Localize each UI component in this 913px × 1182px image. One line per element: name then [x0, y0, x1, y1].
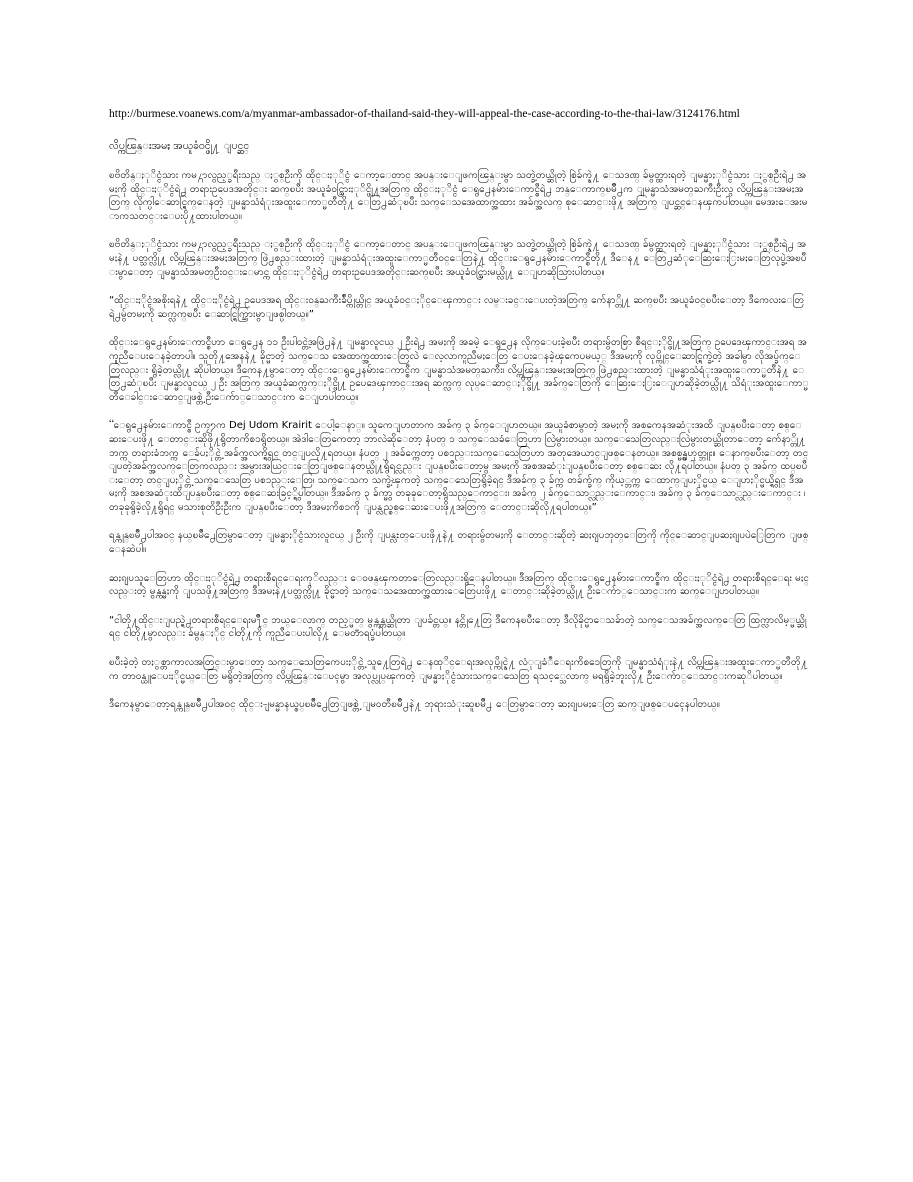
paragraph-3: ထိုင္းေရွ႕ေနမ်ားေကာင္စီဟာ ေရွ႕ေန ၁၁ ဦးပါ၀င္တဲ့အဖြဲ႕နဲ႔ ျမန္မာလူငယ္ ၂ ဦးရဲ႕ အမႈကို အခမဲ့ ေရွ႕ေန လိုက္ေပးခဲ့ၿပီး တရားမွ်တစြာ စီရင္ႏိုင္ဖို႔အတြက္ ဥပေဒေၾကာင္းအရ အကူညီေပးေနခဲ့တာပါ။ သူတို႔အေနနဲ႔ ခိုင္မာတဲ့ သက္ေသ အေထာက္အထားေတြလဲ ေလ့လာကူညီမႈေတြ ေပးေနခဲ့ၾကေပမယ့္ ဒီအမႈကို လုပ္ကိုင္ေဆာင္ရြက္ခဲ့တဲ့ အခါမွာ လိုအပ္ခ်က္ေတြလည္း ရွိခဲ့တယ္လို႔ ဆိုပါတယ္။ ဒီကေန႔မွာေတာ့ ထိုင္းေရွ႕ေနမ်ားေကာင္စီက ျမန္မာသံအမတ္ႀကီး၊ လိပ္ကၽြန္းအမႈအတြက္ ဖြဲ႕စည္းထားတဲ့ ျမန္မာသံရံုးအထူးေကာ္မတီနဲ႔ ေတြ႕ဆံုၿပီး ျမန္မာလူငယ္ ၂ ဦး အတြက္ အယူခံဆက္လက္ႏိုင္ဖို႔ ဥပေဒေၾကာင္းအရ ဆက္လက္ လုပ္ေဆာင္ႏိုင္ဖို႔ အခ်က္ေတြကို ေဆြးေႏြးေျပာဆိုခဲ့တယ္လို႔ သိရံုးအထူးေကာ္မတီေခါင္းေဆာင္ျဖစ္တဲ့ ဦးေက်ာ္ေသာင္းက ေျပာပါတယ္။	[109, 337, 809, 403]
document-page	[109, 107, 809, 727]
paragraph-1: ၿဗိတိန္ႏုိင္ငံသား ကမ႓ာလွည့္ခရီးသည္ ႏွစ္ဦးကို ထိုင္းႏုိင္ငံ ေကာ့ေတာင္ အပန္းေျဖကၽြန္းမွာ သတ္ခဲ့တယ္ဆိုတဲ့ စြဲခ်က္နဲ႔ ေသဒဏ္ ခ်မွတ္ထားရတဲ့ ျမန္မာႏုိင္ငံသား ႏွစ္ဦးရဲ႕ အမႈကို ထိုင္းႏုိင္ငံရဲ႕ တရားဥပေဒအတိုင္း ဆက္ၿပီး အယူခံ၀င္သြားႏုိင္ဖို႔အတြက္ ထိုင္းႏုိင္ငံ ေရွ႕ေနမ်ားေကာင္စီရဲ႕ ဘန္ေကာက္ၿမိဳ႕က ျမန္မာသံအမတ္ႀကီးဦးလွ လိပ္ကၽြန္းအမႈအတြက္ လိုက္ပါေဆာင္ရြက္ေနတဲ့ ျမန္မာသံရံုးအထူးေကာ္မတီတို႔ ေတြ႕ဆံုၿပီး သက္ေသအေထာက္အထား အခ်က္အလက္ စုေဆာင္းဖို႔ အတြက္ ျပင္ဆင္ေနၾကပါတယ္။ မေအးေအးမာကသတင္းေပးပို႔ထားပါတယ္။	[109, 170, 808, 222]
article-title: လိပ္ကၽြန္းအမႈ အယူခံ၀င္ဖို႔ ျပင္ဆင္	[109, 140, 250, 152]
quote-paragraph-3: “ငါတို႔ထိုင္းျပည္ရဲ႕တရားစီရင္ေရးမ႑ိဳင္ ဘယ္ေလာက္ တည့္မတ္ မွန္ကန္တယ္ဆိုတာ ျပခ်င္တယ္။ နင္တို႔ေတြ ဒီကေနၿပီးေတာ့ ဒီလိုခိုင္မာေသခ်ာတဲ့ သက္ေသအခ်က္အလက္ေတြ ထြက္လာလိမ့္မယ္ဆိုရင္ ငါတို႔မွာလည္း ခ်မွန္ႏိုင္ ငါတို႔ကို ကူညီေပးပါလို႔ ေမတၱာရပ္ခံပါတယ္။	[109, 614, 807, 640]
paragraph-4: ရန္ကုန္ၿမိဳ႕ပါအ၀င္ နယ္ၿမိဳ႕ေတြမွာေတာ့ ျမန္မာႏိုင္ငံသားလူငယ္ ၂ ဦးကို ျပန္လႊတ္ေပးဖို႔နဲ႔ တရားမွ်တမႈကို ေတာင္းဆိုတဲ့ ဆႏၵျပဘုတ္ေတြကို ကိုင္ေဆာင္ျပဆႏၵျပပဲြေတြက ျဖစ္ေနဆဲပါ။	[109, 530, 809, 556]
paragraph-2: ၿဗိတိန္ႏုိင္ငံသား ကမ႓ာလွည့္ခရီးသည္ ႏွစ္ဦးကို ထိုင္းႏုိင္ငံ ေကာ့ေတာင္ အပန္းေျဖကၽြန္းမွာ သတ္ခဲ့တယ္ဆိုတဲ့ စြဲခ်က္နဲ႔ ေသဒဏ္ ခ်မွတ္ထားရတဲ့ ျမန္မာႏုိင္ငံသား ႏွစ္ဦးရဲ႕ အမႈနဲ႔ ပတ္သက္လို႔ လိပ္ကၽြန္းအမႈအတြက္ ဖြဲ႕စည္းထားတဲ့ ျမန္မာသံရံုးအထူးေကာ္မတီ၀င္ေတြနဲ႔ ထိုင္းေရွ႕ေနမ်ားေကာင္စီတို႔ ဒီေန႔ ေတြ႕ဆံုေဆြးေႏြးမႈေတြလုပ္ခဲ့အၿပီးမွာေတာ့ ျမန္မာသံအမတ္ဦး၀င္းေမာင္က ထိုင္းႏုိင္ငံရဲ႕ တရားဥပေဒအတိုင္းဆက္ၿပီး အယူခံ၀င္သြားမယ္လို႔ ေျပာဆိုသြားပါတယ္။	[109, 239, 807, 278]
paragraph-5: ဆႏၵျပသူေတြဟာ ထိုင္းႏုိင္ငံရဲ႕ တရားစီရင္ေရးကုိလည္း ေ၀ဖန္ၾကတာေတြလည္းရွိေနပါတယ္။ ဒီအတြက္ ထိုင္းေရွ႕ေနမ်ားေကာင္စီက ထိုင္းႏုိင္ငံရဲ႕ တရားစီရင္ေရး မႈင္လည္းတဲ့ မွန္ကန္မႈကို ျပသဖို႔အတြက္ ဒီအမႈနဲ႔ပတ္သက္လို႔ ခိုင္မာတဲ့ သက္ေသအေထာက္အထားေတြေပးဖို႔ ေတာင္းဆိုခဲ့တယ္လို႔ ဦးေက်ာ္ေသာင္းက ဆက္ေျပာပါတယ္။	[109, 572, 809, 598]
paragraph-7: ဒီကေနမွာေတာ့ရန္ကုန္ၿမိဳ႕ပါအ၀င္ ထိုင္း-ျမန္မာနယ္စပ္ၿမိဳ႕ေတြျဖစ္တဲ့ ျမ၀တီၿမိဳ႕နဲ႔ ဘုရားသံုးဆူၿမိဳ႕ ေတြမွာေတာ့ ဆႏၵျပမႈေတြ ဆက္ျဖစ္ေပၚေနပါတယ္။	[109, 699, 720, 711]
quote-paragraph-1: “ထိုင္းႏိုင္ငံအစိုးရနဲ႔ ထိုင္းႏိုင္ငံရဲ႕ ဥပေဒအရ ထိုင္း၀န္ႀကီးခ်ဳပ္ကိုယ္တိုင္ အယူခံ၀င္ႏိုင္ေၾကာင္း လမ္းခင္းေပးတဲ့အတြက္ က်ေနာ္တို႔ ဆက္ၿပီး အယူခံ၀င္ၿပီးေတာ့ ဒီကေလးေတြရဲ႕မွ်တမႈကို ဆက္လက္ၿပီး ေဆာင္ရြက္သြားမွာျဖစ္ပါတယ္။”	[109, 295, 805, 320]
quote-paragraph-2: “ေရွ႕ေနမ်ားေကာင္စီ ဥကၠ႒က Dej Udom Krairit ေပါ့ေနာ္။ သူကေျပာတာက အခ်က္ ၃ ခ်က္ေျပာတယ္။ အယူခံစာမွာတဲ့ အမႈကို အစကေနအဆံုးအထိ ျပန္ၿပီးေတာ့ စစ္ေဆးေပးဖို႔ ေတာင္းဆိုဖို႔ရွိတာကိစၥရွိတယ္။ အဲဒါေတြကေတာ့ ဘာလဲဆိုေတာ့ နံပတ္ ၁ သက္ေသခံေတြဟာ လြဲမွားတယ္။ သက္ေသေတြလည္းလြဲမွားတယ္ဆိုတာေတာ့ က်ေနာ္တို႔ဘက္က တရားခံဘက္က ေခ်ပႏိုင္တဲ့ အခ်က္အလက္ရွိရင္ တင္ျပလို႔ရတယ္။ နံပတ္ ၂ အခ်က္ကေတာ့ ပစၥည္းသက္ေသေတြဟာ အတုအေယာင္ျဖစ္ေနတယ္။ အစစ္မွန္မဟုတ္ဘူး။ ေနာက္ၿပီးေတာ့ တင္ျပတဲ့အခ်က္အလက္ေတြကလည္း အမွားအယြင္းေတြျဖစ္ေနတယ္လို႔ရွိရင္လည္း ျပန္ၿပီးေတာ့မွ အမႈကို အစအဆံုးျပန္ၿပီးေတာ့ စစ္ေဆး လို႔ရပါတယ္။ နံပတ္ ၃ အခ်က္ ထပ္ၿပီးေတာ့ တင္ျပႏိုင္တဲ့ သက္ေသေတြ ပစၥည္းေတြ၊ သက္ေသက သက္ခဲ့ၾကတဲ့ သက္ေသေတြရွိခဲ့ရင္ ဒီအခ်က္ ၃ ခ်က္က တခ်က္ခ်က္ ကိုယ့္ဘက္က ေထာက္ျပႏိုင္မယ္ ေျပာႏိုင္မယ္ရွိရင္ ဒီအမႈကို အစအဆံုးထိျပန္ၿပီးေတာ့ စစ္ေဆးခြင့္ရွိပါတယ္။ ဒီအခ်က္ ၃ ခ်က္မွာ တခုခုေတာ့ရွိသည္ေကာင္း၊ အခ်က္ ၂ ခ်က္ေသာ္လည္းေကာင္း၊ အခ်က္ ၃ ခ်က္ေသာ္လည္းေကာင္း ၊ တခုခုရွိခဲ့လို႔ရွိရင္ မသားစုတိဦးဦးက ျပန္ၿပီးေတာ့ ဒီအမႈကိစၥကို ျပန္လည္စစ္ေဆးေပးဖို႔အတြက္ ေတာင္းဆိုလို႔ရပါတယ္။”	[109, 420, 809, 513]
paragraph-6: ၿပီးခဲ့တဲ့ တႏွစ္တာကာလအတြင္းမွာေတာ့ သက္ေသေတြကေပးႏိုင္တဲ့ သူ႔ေတြရဲ႕ ေနထုိင္ေရးအလုပ္ကိုင္နဲ႔ လံုျခံဳေရးကိစၥေတြကို ျမန္မာသံရံုးနဲ႔ လိပ္ကၽြန္းအထူးေကာ္မတီတို႔က တာ၀န္ယူေပးႏိုင္မယ္ေတြ မရွိတဲ့အတြက္ လိပ္ကၽြန္းေပၚမွာ အလုပ္လုပ္ၾကတဲ့ ျမန္မာႏိုင္ငံသားသက္ေသေတြ ရသင့္သေလာက္ မရရွိခဲ့ဘူးလို႔ ဦးေက်ာ္ေသာင္းကဆုိပါတယ္။	[109, 657, 808, 682]
source-url: http://burmese.voanews.com/a/myanmar-ambassador-of-thailand-said-they-will-appeal-the-case-according-to-the-thai-law/3124176.html	[109, 108, 740, 120]
